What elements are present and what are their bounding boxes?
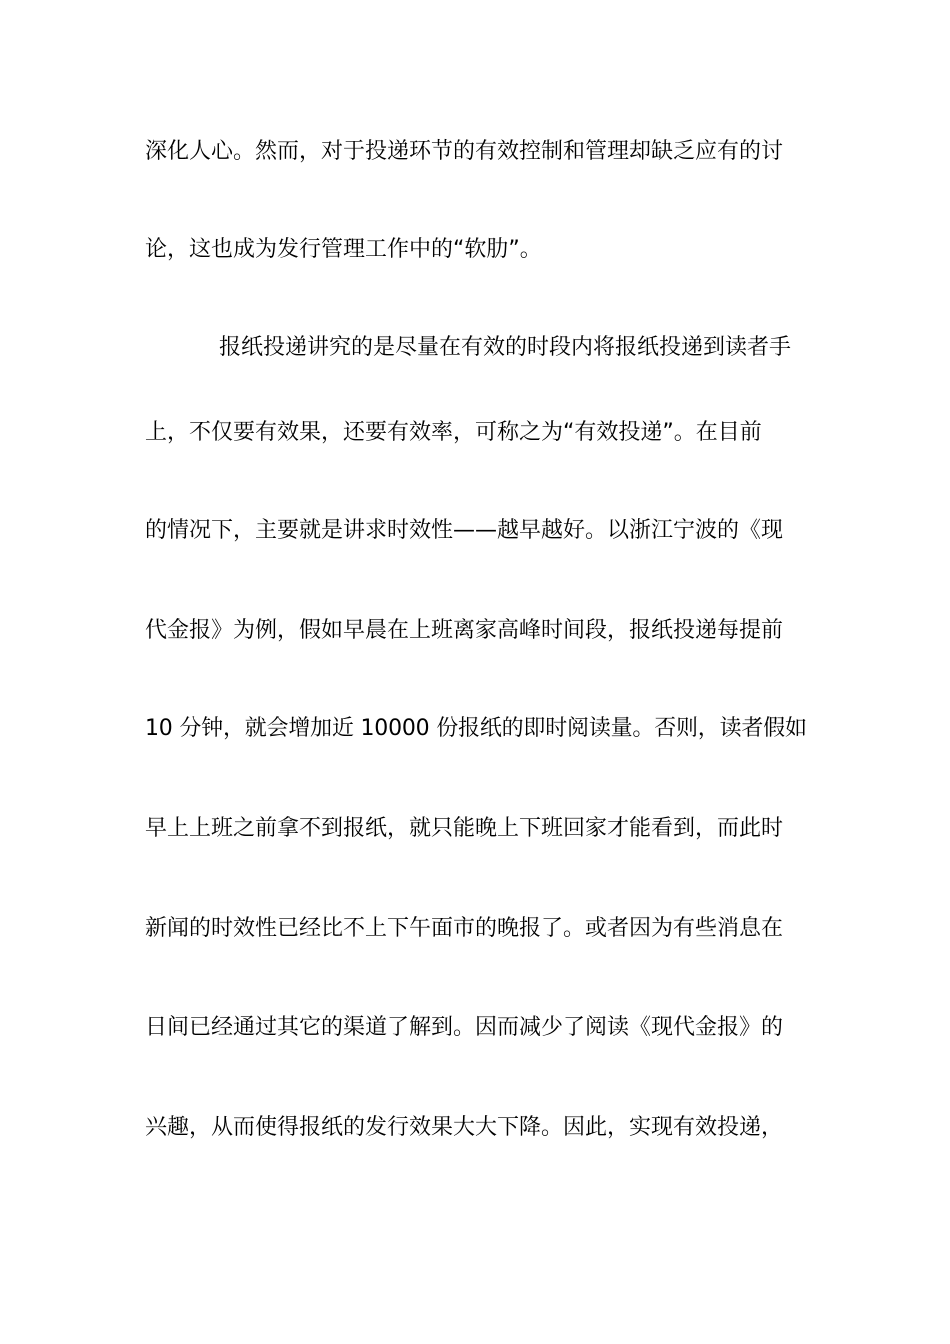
text-line: 的情况下，主要就是讲求时效性——越早越好。以浙江宁波的《现 (145, 518, 784, 543)
text-line: 上，不仅要有效果，还要有效率，可称之为“有效投递”。在目前 (145, 420, 762, 445)
text-line: 兴趣，从而使得报纸的发行效果大大下降。因此，实现有效投递， (145, 1115, 784, 1140)
text-line: 10 分钟，就会增加近 10000 份报纸的即时阅读量。否则，读者假如 (145, 716, 807, 741)
text-line: 日间已经通过其它的渠道了解到。因而减少了阅读《现代金报》的 (145, 1015, 784, 1040)
text-line: 代金报》为例，假如早晨在上班离家高峰时间段，报纸投递每提前 (145, 618, 784, 643)
text-line: 新闻的时效性已经比不上下午面市的晚报了。或者因为有些消息在 (145, 916, 784, 941)
text-line: 论，这也成为发行管理工作中的“软肋”。 (145, 237, 542, 262)
paragraph-first-line: 报纸投递讲究的是尽量在有效的时段内将报纸投递到读者手 (219, 335, 792, 360)
text-line: 深化人心。然而，对于投递环节的有效控制和管理却缺乏应有的讨 (145, 139, 784, 164)
text-line: 早上上班之前拿不到报纸，就只能晚上下班回家才能看到，而此时 (145, 816, 784, 841)
